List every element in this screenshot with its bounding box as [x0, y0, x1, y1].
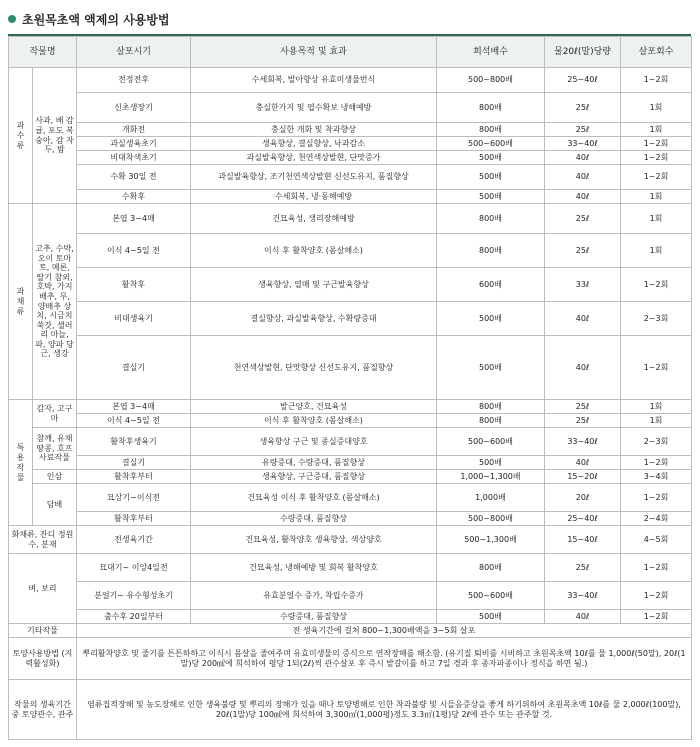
timing-cell: 묘대기~ 이앙4일전: [77, 554, 191, 582]
dilution-cell: 800배: [437, 204, 545, 234]
amount-cell: 40ℓ: [545, 336, 621, 400]
footer-row: [9, 638, 692, 680]
timing-cell: 묘상기~이식전: [77, 484, 191, 512]
table-row: [9, 582, 692, 610]
table-row: [9, 234, 692, 268]
dilution-cell: 800배: [437, 400, 545, 414]
footer-label: 토양사용방법 (지력활성화): [9, 638, 77, 680]
count-cell: 1~2회: [621, 610, 692, 624]
footer-row: [9, 624, 692, 638]
purpose-cell: 과실발육향상, 조기천연색상발현 신선도유지, 품질향상: [191, 165, 437, 190]
dilution-cell: 1,000~1,300배: [437, 470, 545, 484]
purpose-cell: 천연색상발현, 단맛향상 신선도유지, 품질향상: [191, 336, 437, 400]
group-fruit-vegetables: 과채류: [9, 204, 33, 400]
purpose-cell: 생육향상, 열매 및 구근발육향상: [191, 268, 437, 302]
table-row: [9, 204, 692, 234]
footer-text: 전 생육기간에 걸쳐 800~1,300배액을 3~5회 살포: [77, 624, 692, 638]
crop-cell: 참깨, 유채 땅콩, 호프 사료작물: [33, 428, 77, 470]
count-cell: 1~2회: [621, 137, 692, 151]
table-row: [9, 268, 692, 302]
purpose-cell: 건묘육성, 활착양호 생육향상, 색상양호: [191, 526, 437, 554]
count-cell: 1~2회: [621, 268, 692, 302]
timing-cell: 본엽 3~4매: [77, 204, 191, 234]
dilution-cell: 500배: [437, 165, 545, 190]
page-title: 초원목초액 액제의 사용방법: [22, 12, 170, 27]
header-dilution: 희석배수: [437, 37, 545, 68]
amount-cell: 25ℓ: [545, 554, 621, 582]
page-header: [8, 9, 169, 29]
count-cell: 1회: [621, 234, 692, 268]
table-row: [9, 336, 692, 400]
table-row: [9, 414, 692, 428]
dilution-cell: 800배: [437, 554, 545, 582]
count-cell: 4~5회: [621, 526, 692, 554]
table-row: [9, 93, 692, 123]
footer-text: 염류집적장해 및 농도장해로 인한 생육불량 및 뿌리의 장해가 있을 때나 토양병해로 인한 착과불량 및 시들음증상을 좋게 하기위하여 초원목초액 10ℓ를 물 2,000ℓ(100말), 20ℓ(1말)당 100㎖에 희석하여 3,300㎡(1,000평)정도 3.3㎡(1평)당 2ℓ에 관수 또는 관주할 것.: [77, 680, 692, 740]
amount-cell: 40ℓ: [545, 302, 621, 336]
amount-cell: 40ℓ: [545, 165, 621, 190]
count-cell: 1~2회: [621, 456, 692, 470]
count-cell: 1~2회: [621, 151, 692, 165]
amount-cell: 25ℓ: [545, 93, 621, 123]
table-row: [9, 512, 692, 526]
purpose-cell: 이식 후 활착양호 (몸살해소): [191, 414, 437, 428]
count-cell: 1~2회: [621, 165, 692, 190]
amount-cell: 33~40ℓ: [545, 137, 621, 151]
timing-cell: 전생육기간: [77, 526, 191, 554]
timing-cell: 수확후: [77, 190, 191, 204]
table-row: [9, 137, 692, 151]
amount-cell: 40ℓ: [545, 151, 621, 165]
count-cell: 2~4회: [621, 512, 692, 526]
dilution-cell: 500배: [437, 151, 545, 165]
amount-cell: 25ℓ: [545, 123, 621, 137]
bullet-icon: [8, 15, 16, 23]
timing-cell: 본엽 3~4매: [77, 400, 191, 414]
dilution-cell: 500~800배: [437, 68, 545, 93]
amount-cell: 33ℓ: [545, 268, 621, 302]
count-cell: 1회: [621, 204, 692, 234]
footer-label: 기타작물: [9, 624, 77, 638]
purpose-cell: 수량증대, 품질향상: [191, 610, 437, 624]
header-purpose: 사용목적 및 효과: [191, 37, 437, 68]
timing-cell: 출수후 20일부터: [77, 610, 191, 624]
count-cell: 1~2회: [621, 554, 692, 582]
dilution-cell: 800배: [437, 234, 545, 268]
table-row: [9, 190, 692, 204]
timing-cell: 이식 4~5일 전: [77, 414, 191, 428]
dilution-cell: 1,000배: [437, 484, 545, 512]
table-row: [9, 123, 692, 137]
timing-cell: 활착후부터: [77, 512, 191, 526]
table-row: [9, 554, 692, 582]
timing-cell: 수확 30일 전: [77, 165, 191, 190]
purpose-cell: 과실발육향상, 천연색상발현, 단맛증가: [191, 151, 437, 165]
table-row: [9, 526, 692, 554]
purpose-cell: 건묘육성, 생리장해예방: [191, 204, 437, 234]
count-cell: 1~2회: [621, 336, 692, 400]
count-cell: 1회: [621, 123, 692, 137]
purpose-cell: 생육향상 구근 및 종실증대양호: [191, 428, 437, 456]
count-cell: 1회: [621, 400, 692, 414]
crop-cell: 인삼: [33, 470, 77, 484]
crop-cell: 감자, 고구마: [33, 400, 77, 428]
purpose-cell: 결실향상, 과실발육향상, 수확량증대: [191, 302, 437, 336]
dilution-cell: 500배: [437, 336, 545, 400]
table-row: [9, 68, 692, 93]
count-cell: 1~2회: [621, 582, 692, 610]
purpose-cell: 발근양호, 건묘육성: [191, 400, 437, 414]
timing-cell: 과실생육초기: [77, 137, 191, 151]
purpose-cell: 유량증대, 수량증대, 품질향상: [191, 456, 437, 470]
count-cell: 2~3회: [621, 428, 692, 456]
table-row: [9, 165, 692, 190]
usage-table: [8, 36, 692, 740]
header-amount: 물20ℓ(말)당량: [545, 37, 621, 68]
dilution-cell: 800배: [437, 93, 545, 123]
count-cell: 2~3회: [621, 302, 692, 336]
purpose-cell: 유효분얼수 증가, 착립수증가: [191, 582, 437, 610]
header-crop: 작물명: [9, 37, 77, 68]
timing-cell: 결실기: [77, 336, 191, 400]
purpose-cell: 충실한 개화 및 착과향상: [191, 123, 437, 137]
count-cell: 3~4회: [621, 470, 692, 484]
table-row: [9, 470, 692, 484]
purpose-cell: 이식 후 활착양호 (몸살해소): [191, 234, 437, 268]
amount-cell: 25ℓ: [545, 400, 621, 414]
count-cell: 1~2회: [621, 68, 692, 93]
table-row: [9, 400, 692, 414]
header-row: [9, 37, 692, 68]
timing-cell: 이식 4~5일 전: [77, 234, 191, 268]
purpose-cell: 생육향상, 결실향상, 낙과감소: [191, 137, 437, 151]
amount-cell: 40ℓ: [545, 456, 621, 470]
timing-cell: 전정전후: [77, 68, 191, 93]
amount-cell: 25ℓ: [545, 204, 621, 234]
table-row: [9, 456, 692, 470]
timing-cell: 신초생장기: [77, 93, 191, 123]
dilution-cell: 500배: [437, 610, 545, 624]
amount-cell: 15~20ℓ: [545, 470, 621, 484]
crop-cell: 사과, 배 감귤, 포도 복숭아, 감 자두, 밤: [33, 68, 77, 204]
crop-cell: 담배: [33, 484, 77, 526]
dilution-cell: 500~800배: [437, 512, 545, 526]
timing-cell: 활착후: [77, 268, 191, 302]
timing-cell: 결실기: [77, 456, 191, 470]
dilution-cell: 500배: [437, 456, 545, 470]
purpose-cell: 수세회복, 냉·동해예방: [191, 190, 437, 204]
dilution-cell: 500~600배: [437, 582, 545, 610]
amount-cell: 33~40ℓ: [545, 428, 621, 456]
header-timing: 살포시기: [77, 37, 191, 68]
count-cell: 1회: [621, 414, 692, 428]
timing-cell: 활착후부터: [77, 470, 191, 484]
timing-cell: 활착후생육기: [77, 428, 191, 456]
timing-cell: 분얼기~ 유수형성초기: [77, 582, 191, 610]
count-cell: 1회: [621, 190, 692, 204]
timing-cell: 개화전: [77, 123, 191, 137]
footer-label: 작물의 생육기간중 토양관수, 관주: [9, 680, 77, 740]
purpose-cell: 수세회복, 발아향상 유효미생물번식: [191, 68, 437, 93]
purpose-cell: 생육향상, 구근증대, 품질향상: [191, 470, 437, 484]
purpose-cell: 건묘육성, 냉해예방 및 회복 활착양호: [191, 554, 437, 582]
purpose-cell: 건묘육성 이식 후 활착양호 (몸살해소): [191, 484, 437, 512]
timing-cell: 비대생육기: [77, 302, 191, 336]
dilution-cell: 600배: [437, 268, 545, 302]
amount-cell: 25ℓ: [545, 234, 621, 268]
table-row: [9, 484, 692, 512]
group-fruit-trees: 과수류: [9, 68, 33, 204]
crop-cell: 고추, 수박, 오이 토마토, 메론, 딸기 참외, 호박, 가지 배추, 무, 양배추 상치, 시금치 쑥갓, 샐러리 마늘, 파, 양파 당근, 생강: [33, 204, 77, 400]
dilution-cell: 800배: [437, 414, 545, 428]
table-row: [9, 610, 692, 624]
table-row: [9, 428, 692, 456]
footer-text: 뿌리활착양호 및 줄기를 튼튼하하고 이식시 몸살을 줄여주며 유효미생물의 증식으로 연작장해를 해소함. (유기질 퇴비를 시비하고 초원목초액 10ℓ를 물 1,000ℓ(50말), 20ℓ(1말)당 200㎖에 희석하여 평당 1되(2ℓ)씩 관수살포 후 즉시 밭갈이를 하고 7일 경과 후 종자파종이나 정식을 하면 됨.): [77, 638, 692, 680]
timing-cell: 비대착색초기: [77, 151, 191, 165]
dilution-cell: 500~600배: [437, 137, 545, 151]
crop-cell: 벼, 보리: [9, 554, 77, 624]
dilution-cell: 500~1,300배: [437, 526, 545, 554]
table-row: [9, 151, 692, 165]
amount-cell: 25ℓ: [545, 414, 621, 428]
purpose-cell: 충실한가지 및 엽수확보 냉해예방: [191, 93, 437, 123]
purpose-cell: 수량증대, 품질향상: [191, 512, 437, 526]
crop-cell: 화채류, 잔디 정원수, 분재: [9, 526, 77, 554]
group-special-crops: 특용작물: [9, 400, 33, 526]
header-count: 살포회수: [621, 37, 692, 68]
count-cell: 1회: [621, 93, 692, 123]
dilution-cell: 500배: [437, 302, 545, 336]
table-row: [9, 302, 692, 336]
dilution-cell: 500~600배: [437, 428, 545, 456]
amount-cell: 40ℓ: [545, 190, 621, 204]
dilution-cell: 800배: [437, 123, 545, 137]
amount-cell: 33~40ℓ: [545, 582, 621, 610]
count-cell: 1~2회: [621, 484, 692, 512]
dilution-cell: 500배: [437, 190, 545, 204]
footer-row: [9, 680, 692, 740]
amount-cell: 25~40ℓ: [545, 68, 621, 93]
amount-cell: 25~40ℓ: [545, 512, 621, 526]
amount-cell: 15~40ℓ: [545, 526, 621, 554]
amount-cell: 40ℓ: [545, 610, 621, 624]
amount-cell: 20ℓ: [545, 484, 621, 512]
